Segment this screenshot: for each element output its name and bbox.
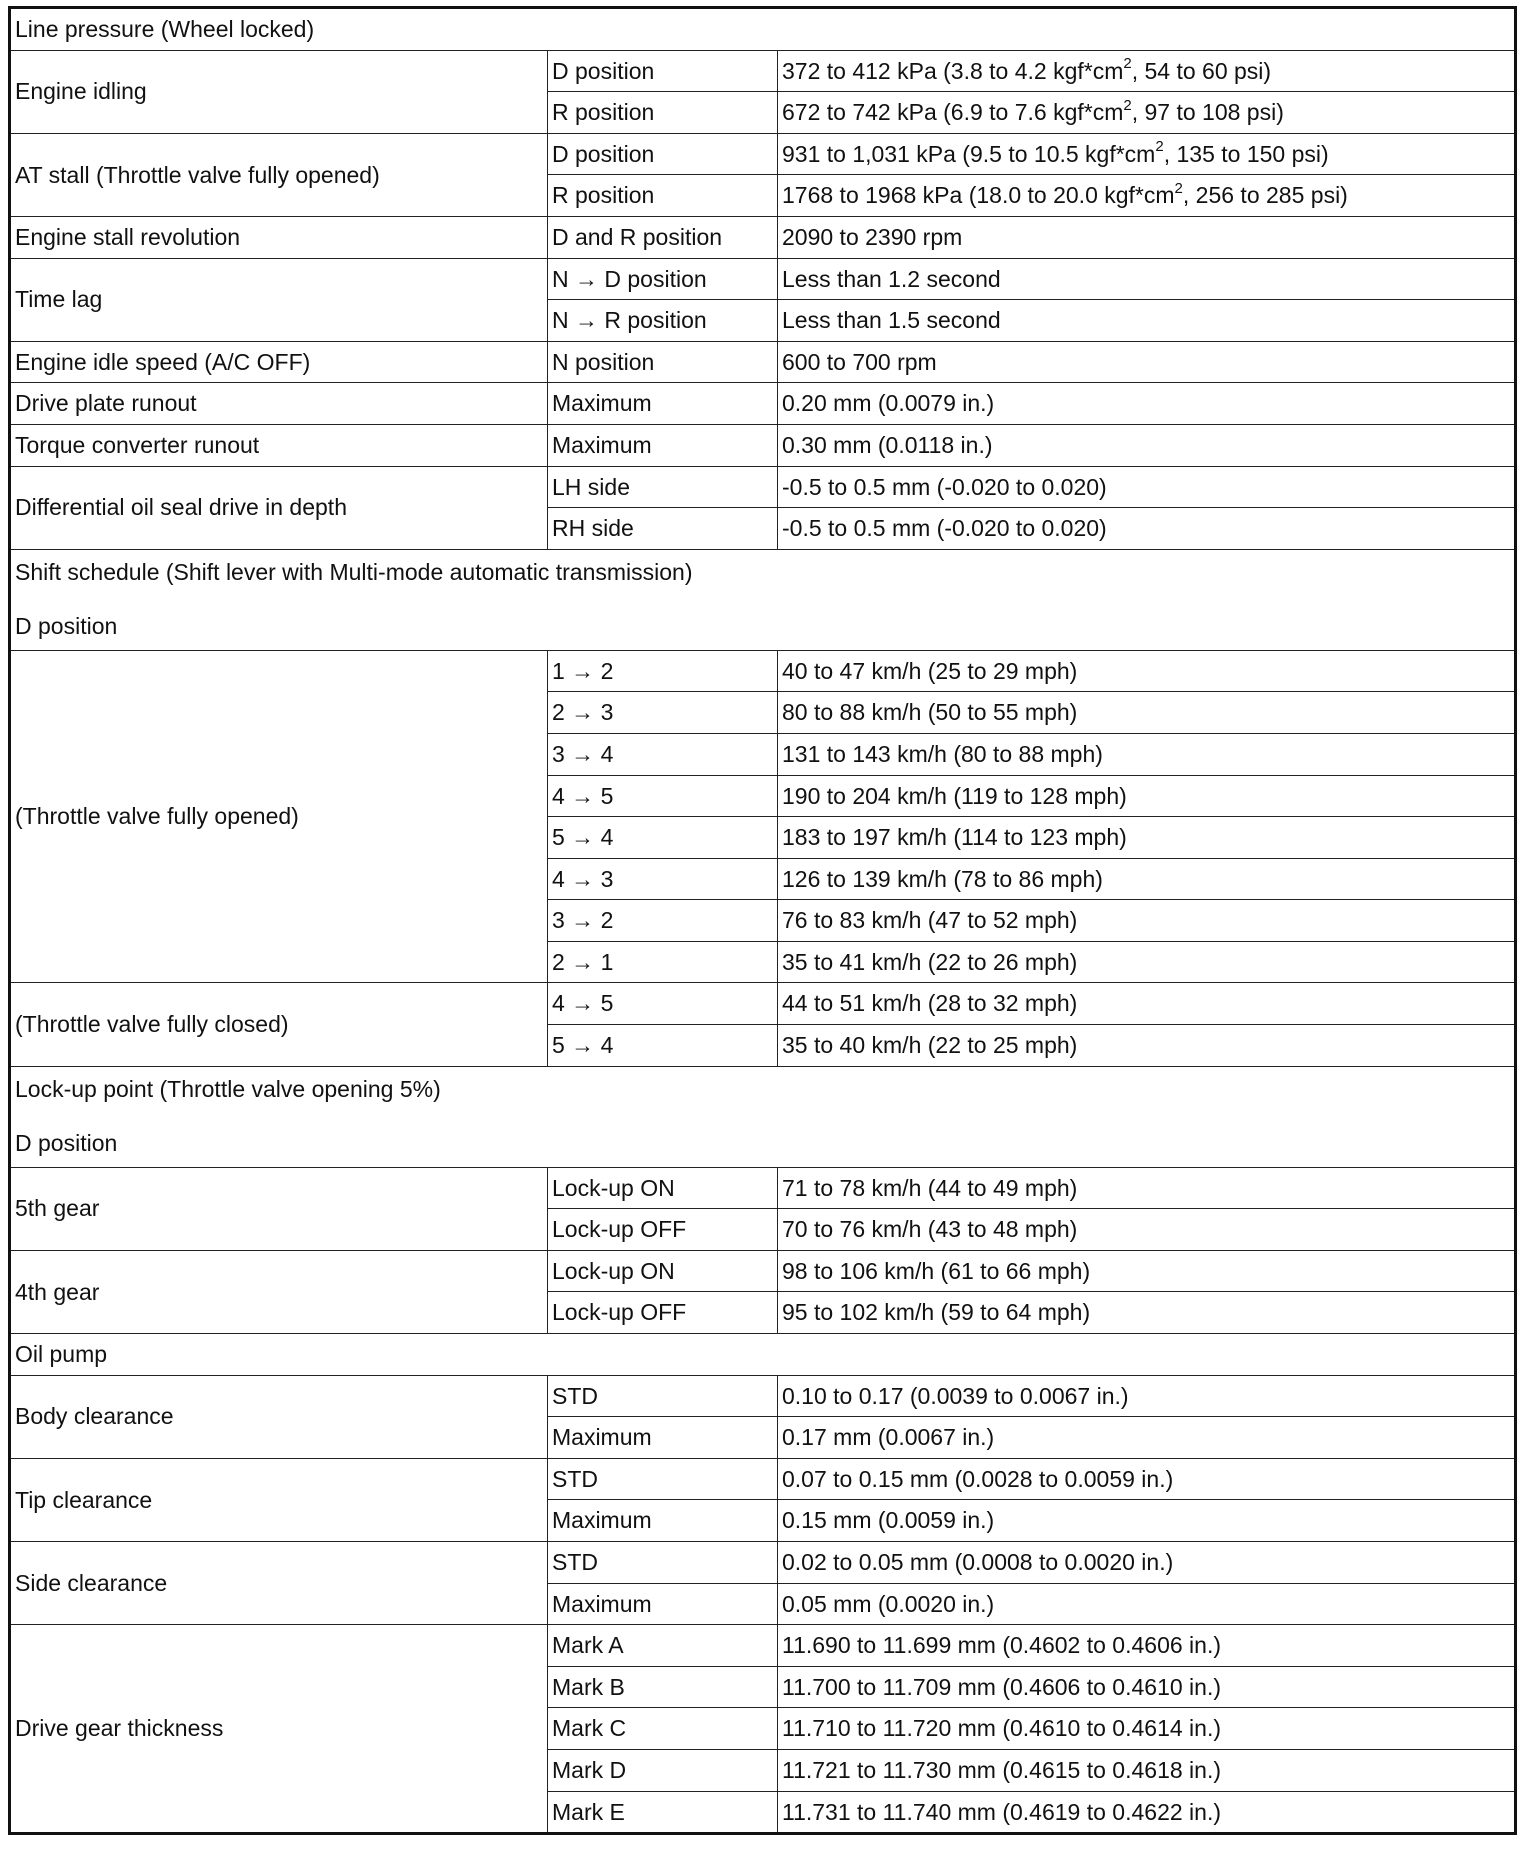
- table-row: [10, 1250, 1516, 1292]
- condition-cell: 4 → 5: [548, 983, 778, 1025]
- condition-cell: 5 → 4: [548, 817, 778, 859]
- value-cell: 98 to 106 km/h (61 to 66 mph): [778, 1250, 1516, 1292]
- section-heading-shift-schedule: [10, 549, 1516, 650]
- item-5th-gear: 5th gear: [10, 1167, 548, 1250]
- spec-table: [8, 6, 1517, 1835]
- condition-cell: Mark E: [548, 1791, 778, 1834]
- condition-cell: D position: [548, 133, 778, 175]
- condition-cell: Maximum: [548, 424, 778, 466]
- condition-cell: D position: [548, 50, 778, 92]
- table-row: [10, 383, 1516, 425]
- table-row: [10, 1167, 1516, 1209]
- value-cell: 931 to 1,031 kPa (9.5 to 10.5 $kgf*cm^2$, 135 to 150 psi): [778, 133, 1516, 175]
- value-cell: 0.17 mm (0.0067 in.): [778, 1417, 1516, 1459]
- value-cell: 80 to 88 km/h (50 to 55 mph): [778, 692, 1516, 734]
- table-row: [10, 1066, 1516, 1167]
- item-torque-converter-runout: Torque converter runout: [10, 424, 548, 466]
- item-side-clearance: Side clearance: [10, 1542, 548, 1625]
- condition-cell: 5 → 4: [548, 1025, 778, 1067]
- value-cell: 1768 to 1968 kPa (18.0 to 20.0 $kgf*cm^2$, 256 to 285 psi): [778, 175, 1516, 217]
- item-engine-stall: Engine stall revolution: [10, 216, 548, 258]
- value-cell: 183 to 197 km/h (114 to 123 mph): [778, 817, 1516, 859]
- value-cell: 0.15 mm (0.0059 in.): [778, 1500, 1516, 1542]
- value-cell: 0.20 mm (0.0079 in.): [778, 383, 1516, 425]
- condition-cell: STD: [548, 1458, 778, 1500]
- item-drive-gear-thickness: Drive gear thickness: [10, 1625, 548, 1834]
- condition-cell: Lock-up ON: [548, 1250, 778, 1292]
- condition-cell: Mark D: [548, 1749, 778, 1791]
- value-cell: 76 to 83 km/h (47 to 52 mph): [778, 900, 1516, 942]
- table-row: [10, 1458, 1516, 1500]
- table-row: [10, 50, 1516, 92]
- value-cell: 44 to 51 km/h (28 to 32 mph): [778, 983, 1516, 1025]
- item-throttle-fully-opened: (Throttle valve fully opened): [10, 650, 548, 983]
- value-cell: 131 to 143 km/h (80 to 88 mph): [778, 733, 1516, 775]
- condition-cell: Lock-up OFF: [548, 1209, 778, 1251]
- value-cell: 0.07 to 0.15 mm (0.0028 to 0.0059 in.): [778, 1458, 1516, 1500]
- section-heading-line-pressure: Line pressure (Wheel locked): [10, 8, 1516, 51]
- spec-sheet: [8, 6, 1514, 1835]
- condition-cell: N → R position: [548, 300, 778, 342]
- condition-cell: D and R position: [548, 216, 778, 258]
- table-row: [10, 466, 1516, 508]
- value-cell: Less than 1.2 second: [778, 258, 1516, 300]
- section-heading-oil-pump: Oil pump: [10, 1334, 1516, 1376]
- table-row: [10, 258, 1516, 300]
- value-cell: 35 to 40 km/h (22 to 25 mph): [778, 1025, 1516, 1067]
- item-throttle-fully-closed: (Throttle valve fully closed): [10, 983, 548, 1066]
- section-subtitle: D position: [15, 1129, 118, 1156]
- item-tip-clearance: Tip clearance: [10, 1458, 548, 1541]
- item-time-lag: Time lag: [10, 258, 548, 341]
- table-row: [10, 1625, 1516, 1667]
- item-drive-plate-runout: Drive plate runout: [10, 383, 548, 425]
- table-row: [10, 424, 1516, 466]
- value-cell: -0.5 to 0.5 mm (-0.020 to 0.020): [778, 466, 1516, 508]
- value-cell: 126 to 139 km/h (78 to 86 mph): [778, 858, 1516, 900]
- section-title: Shift schedule (Shift lever with Multi-mode automatic transmission): [15, 558, 693, 585]
- condition-cell: 3 → 2: [548, 900, 778, 942]
- item-4th-gear: 4th gear: [10, 1250, 548, 1333]
- value-cell: 11.731 to 11.740 mm (0.4619 to 0.4622 in.): [778, 1791, 1516, 1834]
- table-row: [10, 983, 1516, 1025]
- value-cell: 0.10 to 0.17 (0.0039 to 0.0067 in.): [778, 1375, 1516, 1417]
- section-heading-lockup: [10, 1066, 1516, 1167]
- table-row: [10, 1542, 1516, 1584]
- condition-cell: RH side: [548, 508, 778, 550]
- value-cell: 190 to 204 km/h (119 to 128 mph): [778, 775, 1516, 817]
- value-cell: 0.30 mm (0.0118 in.): [778, 424, 1516, 466]
- condition-cell: Maximum: [548, 1583, 778, 1625]
- value-cell: 35 to 41 km/h (22 to 26 mph): [778, 941, 1516, 983]
- condition-cell: 3 → 4: [548, 733, 778, 775]
- condition-cell: 2 → 1: [548, 941, 778, 983]
- table-row: [10, 650, 1516, 692]
- value-cell: 11.721 to 11.730 mm (0.4615 to 0.4618 in.): [778, 1749, 1516, 1791]
- value-cell: 95 to 102 km/h (59 to 64 mph): [778, 1292, 1516, 1334]
- value-cell: 71 to 78 km/h (44 to 49 mph): [778, 1167, 1516, 1209]
- value-cell: 2090 to 2390 rpm: [778, 216, 1516, 258]
- value-cell: -0.5 to 0.5 mm (-0.020 to 0.020): [778, 508, 1516, 550]
- condition-cell: 2 → 3: [548, 692, 778, 734]
- value-cell: 672 to 742 kPa (6.9 to 7.6 $kgf*cm^2$, 97 to 108 psi): [778, 92, 1516, 134]
- condition-cell: Mark C: [548, 1708, 778, 1750]
- value-cell: 11.700 to 11.709 mm (0.4606 to 0.4610 in.): [778, 1666, 1516, 1708]
- table-row: [10, 1375, 1516, 1417]
- item-idle-speed: Engine idle speed (A/C OFF): [10, 341, 548, 383]
- condition-cell: 4 → 5: [548, 775, 778, 817]
- table-row: [10, 549, 1516, 650]
- value-cell: 0.05 mm (0.0020 in.): [778, 1583, 1516, 1625]
- value-cell: 40 to 47 km/h (25 to 29 mph): [778, 650, 1516, 692]
- item-at-stall: AT stall (Throttle valve fully opened): [10, 133, 548, 216]
- item-body-clearance: Body clearance: [10, 1375, 548, 1458]
- condition-cell: R position: [548, 175, 778, 217]
- table-row: [10, 8, 1516, 51]
- condition-cell: STD: [548, 1375, 778, 1417]
- value-cell: 600 to 700 rpm: [778, 341, 1516, 383]
- section-title: Lock-up point (Throttle valve opening 5%): [15, 1075, 441, 1102]
- condition-cell: Maximum: [548, 383, 778, 425]
- value-cell: Less than 1.5 second: [778, 300, 1516, 342]
- table-row: [10, 341, 1516, 383]
- condition-cell: 1 → 2: [548, 650, 778, 692]
- section-subtitle: D position: [15, 612, 118, 639]
- table-row: [10, 133, 1516, 175]
- value-cell: 372 to 412 kPa (3.8 to 4.2 $kgf*cm^2$, 54 to 60 psi): [778, 50, 1516, 92]
- condition-cell: Lock-up ON: [548, 1167, 778, 1209]
- condition-cell: Mark B: [548, 1666, 778, 1708]
- condition-cell: STD: [548, 1542, 778, 1584]
- value-cell: 70 to 76 km/h (43 to 48 mph): [778, 1209, 1516, 1251]
- condition-cell: Lock-up OFF: [548, 1292, 778, 1334]
- value-cell: 11.690 to 11.699 mm (0.4602 to 0.4606 in.): [778, 1625, 1516, 1667]
- value-cell: 0.02 to 0.05 mm (0.0008 to 0.0020 in.): [778, 1542, 1516, 1584]
- table-row: [10, 216, 1516, 258]
- item-engine-idling: Engine idling: [10, 50, 548, 133]
- condition-cell: Maximum: [548, 1500, 778, 1542]
- value-cell: 11.710 to 11.720 mm (0.4610 to 0.4614 in.): [778, 1708, 1516, 1750]
- condition-cell: 4 → 3: [548, 858, 778, 900]
- condition-cell: R position: [548, 92, 778, 134]
- item-diff-oil-seal: Differential oil seal drive in depth: [10, 466, 548, 549]
- table-row: [10, 1334, 1516, 1376]
- condition-cell: LH side: [548, 466, 778, 508]
- condition-cell: Mark A: [548, 1625, 778, 1667]
- condition-cell: N position: [548, 341, 778, 383]
- condition-cell: N → D position: [548, 258, 778, 300]
- condition-cell: Maximum: [548, 1417, 778, 1459]
